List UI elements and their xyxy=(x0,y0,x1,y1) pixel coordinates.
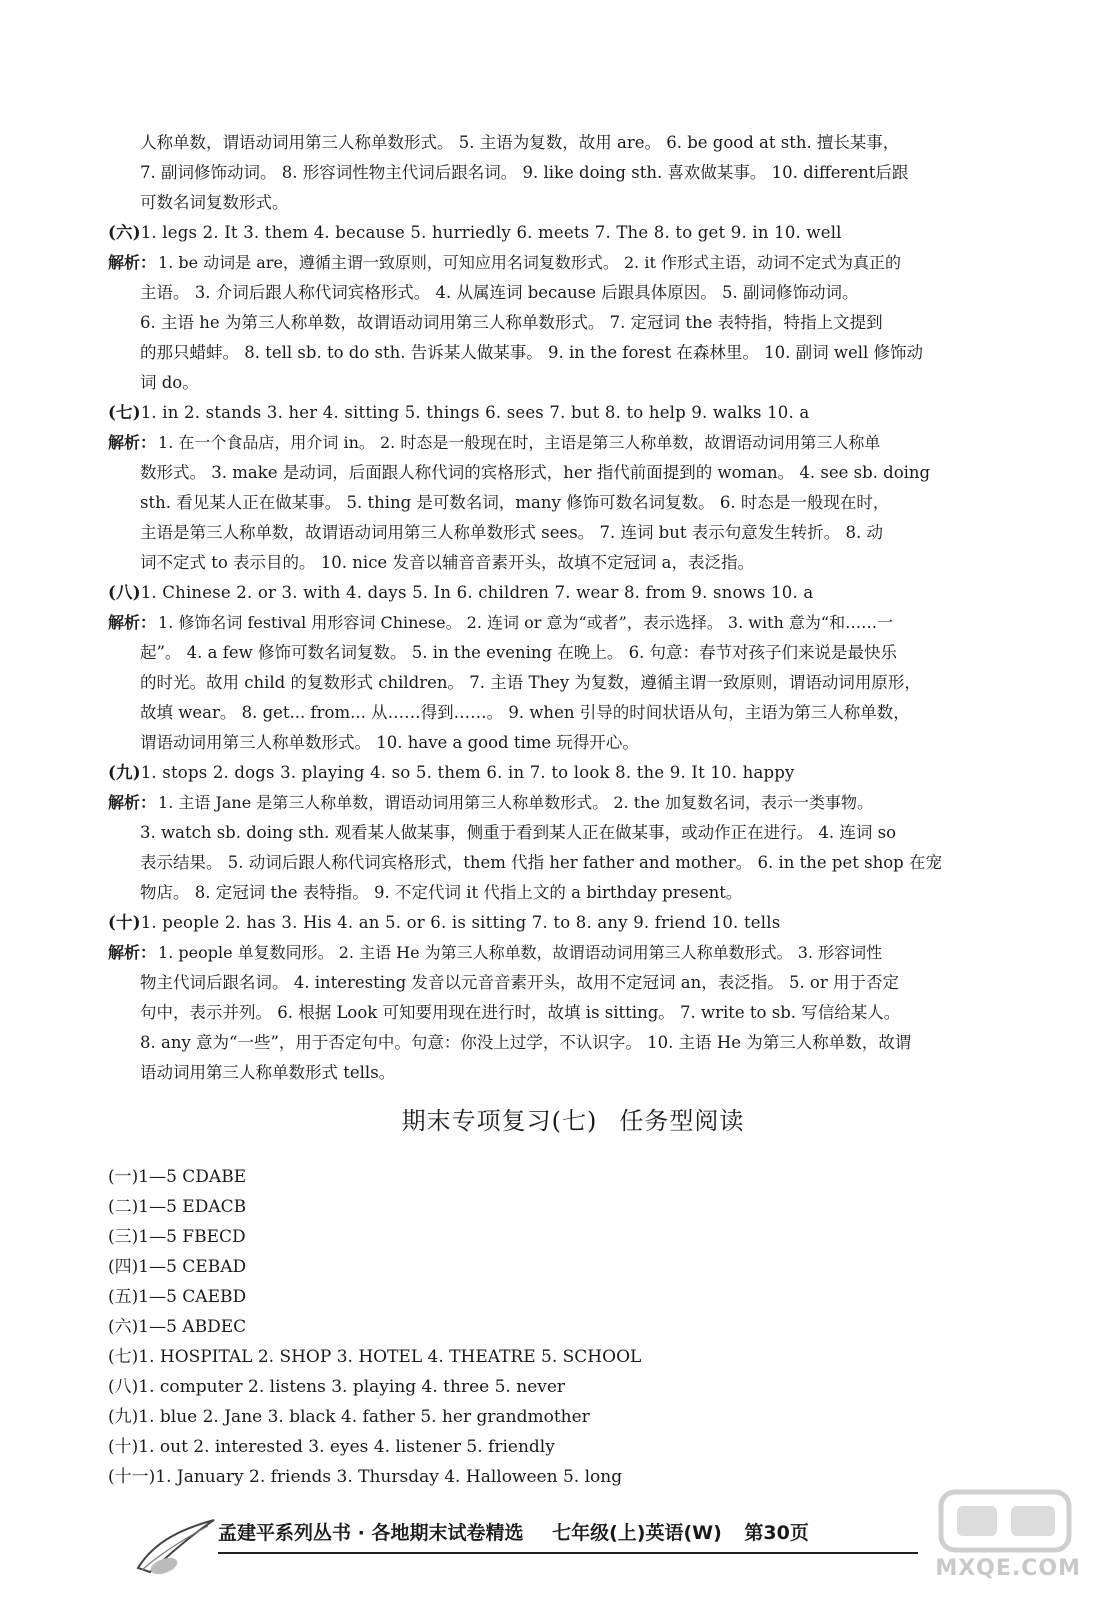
explanation-line: 8. any 意为“一些”，用于否定句中。句意：你没上过学，不认识字。 10. 主语 He 为第三人称单数，故谓 xyxy=(140,1033,912,1052)
explanation-line: 起”。 4. a few 修饰可数名词复数。 5. in the evening 在晚上。 6. 句意：春节对孩子们来说是最快乐 xyxy=(140,643,898,662)
list-item: (四)1—5 CEBAD xyxy=(108,1257,247,1277)
continuation-line: 可数名词复数形式。 xyxy=(140,193,289,212)
section-title xyxy=(108,1104,1008,1138)
list-item: (六)1—5 ABDEC xyxy=(108,1317,247,1337)
explanation-line: 1. be 动词是 are，遵循主谓一致原则，可知应用名词复数形式。 2. it 作形式主语，动词不定式为真正的 xyxy=(158,253,901,272)
explanation-line: 1. 在一个食品店，用介词 in。 2. 时态是一般现在时，主语是第三人称单数，故谓语动词用第三人称单 xyxy=(158,433,881,452)
footer-series: 孟建平系列丛书 · 各地期末试卷精选 xyxy=(218,1522,524,1544)
explanation-tag: 解析： xyxy=(108,433,157,452)
section-label: (九) xyxy=(108,763,141,782)
answer-line xyxy=(108,908,1008,938)
explanation xyxy=(108,938,1008,1088)
explanation-line: 故填 wear。 8. get... from... 从……得到……。 9. when 引导的时间状语从句，主语为第三人称单数， xyxy=(140,703,910,722)
explanation xyxy=(108,248,1008,398)
continuation-line: 人称单数，谓语动词用第三人称单数形式。 5. 主语为复数，故用 are。 6. be good at sth. 擅长某事， xyxy=(140,133,900,152)
answer-section-10 xyxy=(108,908,1008,1088)
answer-line xyxy=(108,578,1008,608)
continuation-line: 7. 副词修饰动词。 8. 形容词性物主代词后跟名词。 9. like doing sth. 喜欢做某事。 10. different后跟 xyxy=(140,163,909,182)
explanation-tag: 解析： xyxy=(108,613,157,632)
footer-grade: 七年级(上)英语(W) xyxy=(552,1522,722,1544)
explanation-line: 主语是第三人称单数，故谓语动词用第三人称单数形式 sees。 7. 连词 but 表示句意发生转折。 8. 动 xyxy=(140,523,883,542)
section-title-main: 期末专项复习(七) xyxy=(401,1107,598,1135)
explanation-line: 物主代词后跟名词。 4. interesting 发音以元音音素开头，故用不定冠词 an，表泛指。 5. or 用于否定 xyxy=(140,973,899,992)
explanation xyxy=(108,608,1008,758)
explanation-line: 词不定式 to 表示目的。 10. nice 发音以辅音音素开头，故填不定冠词 a，表泛指。 xyxy=(140,553,755,572)
watermark-text: MXQE.COM xyxy=(935,1556,1081,1581)
explanation-line: 3. watch sb. doing sth. 观看某人做某事，侧重于看到某人正在做某事，或动作正在进行。 4. 连词 so xyxy=(140,823,897,842)
explanation-line: 1. 主语 Jane 是第三人称单数，谓语动词用第三人称单数形式。 2. the 加复数名词，表示一类事物。 xyxy=(158,793,873,812)
answer-line xyxy=(108,218,1008,248)
explanation-line: 主语。 3. 介词后跟人称代词宾格形式。 4. 从属连词 because 后跟具体原因。 5. 副词修饰动词。 xyxy=(140,283,859,302)
list-item: (三)1—5 FBECD xyxy=(108,1227,246,1247)
list-item: (五)1—5 CAEBD xyxy=(108,1287,247,1307)
explanation-tag: 解析： xyxy=(108,943,157,962)
answer-section-7 xyxy=(108,398,1008,578)
page-footer xyxy=(218,1518,918,1554)
answers: 1. people 2. has 3. His 4. an 5. or 6. is sitting 7. to 8. any 9. friend 10. tells xyxy=(140,913,781,932)
explanation-tag: 解析： xyxy=(108,253,157,272)
answers: 1. stops 2. dogs 3. playing 4. so 5. them 6. in 7. to look 8. the 9. It 10. happy xyxy=(140,763,795,782)
list-item: (一)1—5 CDABE xyxy=(108,1167,247,1187)
explanation-line: 物店。 8. 定冠词 the 表特指。 9. 不定代词 it 代指上文的 a birthday present。 xyxy=(140,883,743,902)
answer-line xyxy=(108,758,1008,788)
explanation xyxy=(108,788,1008,908)
leaf-logo-icon xyxy=(130,1510,220,1580)
answers: 1. in 2. stands 3. her 4. sitting 5. things 6. sees 7. but 8. to help 9. walks 10. a xyxy=(140,403,810,422)
footer-page-number: 第30页 xyxy=(744,1522,809,1544)
list-item: (九)1. blue 2. Jane 3. black 4. father 5. her grandmother xyxy=(108,1407,590,1427)
explanation-line: sth. 看见某人正在做某事。 5. thing 是可数名词，many 修饰可数名词复数。 6. 时态是一般现在时， xyxy=(140,493,890,512)
content xyxy=(108,128,1008,1492)
explanation-line: 词 do。 xyxy=(140,373,199,392)
section-label: (八) xyxy=(108,583,141,602)
answers: 1. legs 2. It 3. them 4. because 5. hurriedly 6. meets 7. The 8. to get 9. in 10. well xyxy=(140,223,842,242)
list-item: (十一)1. January 2. friends 3. Thursday 4. Halloween 5. long xyxy=(108,1467,623,1487)
answers: 1. Chinese 2. or 3. with 4. days 5. In 6. children 7. wear 8. from 9. snows 10. a xyxy=(140,583,814,602)
explanation-line: 表示结果。 5. 动词后跟人称代词宾格形式，them 代指 her father and mother。 6. in the pet shop 在宠 xyxy=(140,853,942,872)
answer-section-8 xyxy=(108,578,1008,758)
section-title-sub: 任务型阅读 xyxy=(619,1107,745,1135)
list-item: (二)1—5 EDACB xyxy=(108,1197,247,1217)
section-label: (十) xyxy=(108,913,141,932)
explanation-line: 的那只蜡蚌。 8. tell sb. to do sth. 告诉某人做某事。 9. in the forest 在森林里。 10. 副词 well 修饰动 xyxy=(140,343,924,362)
explanation-line: 谓语动词用第三人称单数形式。 10. have a good time 玩得开心。 xyxy=(140,733,639,752)
section-label: (七) xyxy=(108,403,141,422)
explanation-line: 1. people 单复数同形。 2. 主语 He 为第三人称单数，故谓语动词用第三人称单数形式。 3. 形容词性 xyxy=(158,943,883,962)
section-label: (六) xyxy=(108,223,141,242)
explanation xyxy=(108,428,1008,578)
answer-section-6 xyxy=(108,218,1008,398)
explanation-line: 句中，表示并列。 6. 根据 Look 可知要用现在进行时，故填 is sitting。 7. write to sb. 写信给某人。 xyxy=(140,1003,901,1022)
explanation-tag: 解析： xyxy=(108,793,157,812)
explanation-line: 1. 修饰名词 festival 用形容词 Chinese。 2. 连词 or 意为“或者”，表示选择。 3. with 意为“和……一 xyxy=(158,613,894,632)
explanation-line: 的时光。故用 child 的复数形式 children。 7. 主语 They 为复数，遵循主谓一致原则，谓语动词用原形， xyxy=(140,673,921,692)
explanation-line: 语动词用第三人称单数形式 tells。 xyxy=(140,1063,396,1082)
answer-section-9 xyxy=(108,758,1008,908)
explanation-line: 6. 主语 he 为第三人称单数，故谓语动词用第三人称单数形式。 7. 定冠词 the 表特指，特指上文提到 xyxy=(140,313,883,332)
list-item: (十)1. out 2. interested 3. eyes 4. listener 5. friendly xyxy=(108,1437,555,1457)
list-item: (八)1. computer 2. listens 3. playing 4. three 5. never xyxy=(108,1377,566,1397)
list-item: (七)1. HOSPITAL 2. SHOP 3. HOTEL 4. THEATRE 5. SCHOOL xyxy=(108,1347,642,1367)
answer-line xyxy=(108,398,1008,428)
explanation-line: 数形式。 3. make 是动词，后面跟人称代词的宾格形式，her 指代前面提到的 woman。 4. see sb. doing xyxy=(140,463,931,482)
